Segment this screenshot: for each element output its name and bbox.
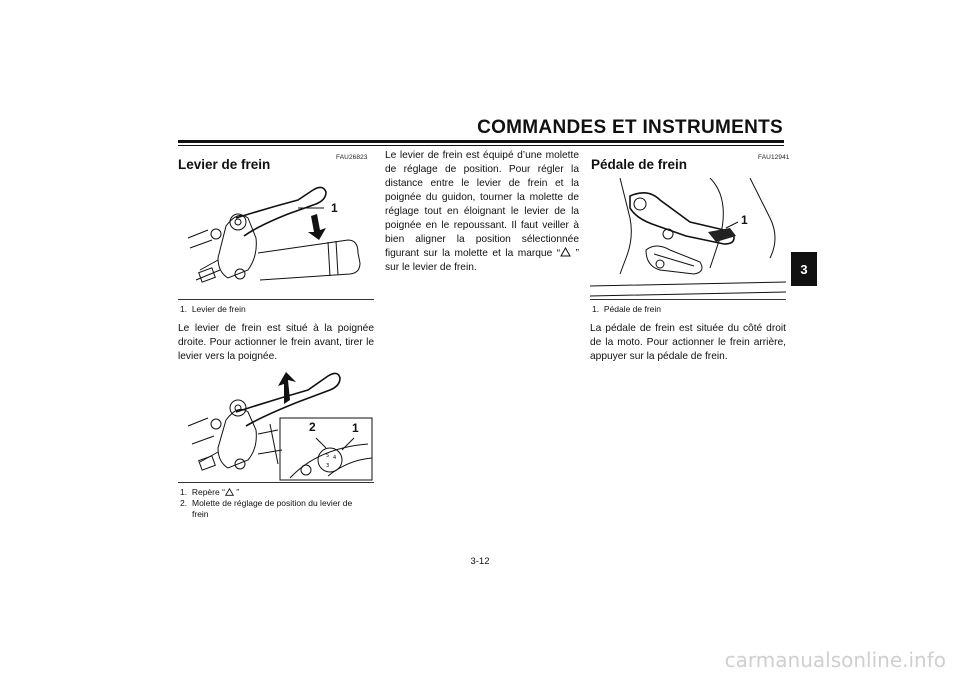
svg-text:3: 3: [326, 463, 330, 469]
figure2-callout-2: 2: [309, 420, 316, 434]
figure1-divider: [178, 299, 374, 300]
adjuster-paragraph-end: ” sur le levier de frein.: [385, 248, 579, 273]
switch-housing: [188, 230, 220, 282]
pull-arrow: [308, 214, 326, 240]
callout-leader: [726, 222, 738, 228]
figure2-divider: [178, 482, 374, 483]
header-rule: [178, 140, 784, 143]
brake-pedal-illustration: [590, 178, 786, 300]
section-heading-brake-pedal: Pédale de frein: [591, 157, 688, 172]
figure1-caption: [180, 304, 246, 315]
page-number: 3-12: [470, 556, 490, 567]
switch-knob: [199, 456, 216, 470]
lever-body: [236, 187, 326, 236]
svg-text:5: 5: [326, 453, 330, 459]
grip-outline: [258, 424, 282, 464]
caption-text-after: ”: [233, 487, 240, 497]
chapter-tab[interactable]: 3: [791, 252, 817, 286]
header-rule-thin: [178, 145, 784, 146]
caption-number: 1.: [592, 304, 600, 314]
master-cylinder: [211, 214, 256, 279]
figure2-caption-1: [180, 487, 370, 498]
footrest: [646, 246, 702, 274]
caption-text: Molette de réglage de position du levier de frein: [192, 498, 353, 519]
page-header-title: COMMANDES ET INSTRUMENTS: [477, 117, 783, 138]
triangle-mark-icon: [560, 247, 571, 257]
brake-lever-adjuster-illustration: [178, 364, 374, 482]
figure3-callout: 1: [741, 213, 748, 227]
brake-lever-illustration: [178, 178, 374, 300]
brake-pedal-paragraph: La pédale de frein est située du côté droit de la moto. Pour actionner le frein arrière, appuyer sur la pédale de frein.: [590, 323, 786, 362]
caption-number: 2.: [180, 498, 188, 508]
figure1-callout: 1: [331, 201, 338, 215]
caption-text-before: Repère “: [191, 487, 225, 497]
section-code: FAU26823: [336, 154, 368, 161]
handlebar-grip: [258, 240, 360, 280]
section-code: FAU12941: [758, 154, 790, 161]
figure2-callout-1: 1: [352, 421, 359, 435]
caption-text: Levier de frein: [191, 304, 246, 314]
pedal-tip: [708, 228, 736, 242]
adjuster-paragraph-start: Le levier de frein est équipé d’une molette de réglage de position. Pour régler la distance entre le levier de frein et la poignée du guidon, tourner la molette de réglage tout en éloignant le levier de la poignée en le repoussant. Il faut veiller à bien aligner la position sélectionnée figurant sur la molette et la marque “: [385, 150, 579, 259]
svg-text:4: 4: [333, 455, 337, 461]
caption-number: 1.: [180, 304, 188, 314]
up-arrow: [278, 372, 296, 404]
master-cylinder-2: [211, 400, 256, 469]
caption-number: 1.: [180, 487, 188, 497]
adjuster-paragraph: [385, 149, 579, 275]
triangle-mark-icon: [225, 488, 234, 496]
switch-housing-2: [188, 418, 218, 462]
caption-text: Pédale de frein: [603, 304, 662, 314]
brake-lever-paragraph: Le levier de frein est situé à la poignée droite. Pour actionner le frein avant, tirer le levier vers la poignée.: [178, 323, 374, 362]
section-heading-brake-lever: Levier de frein: [178, 157, 271, 172]
watermark-text[interactable]: carmanualsonline.info: [724, 648, 946, 672]
figure2-caption-2: [180, 498, 370, 520]
figure3-divider: [590, 299, 786, 300]
figure3-caption: [592, 304, 661, 315]
